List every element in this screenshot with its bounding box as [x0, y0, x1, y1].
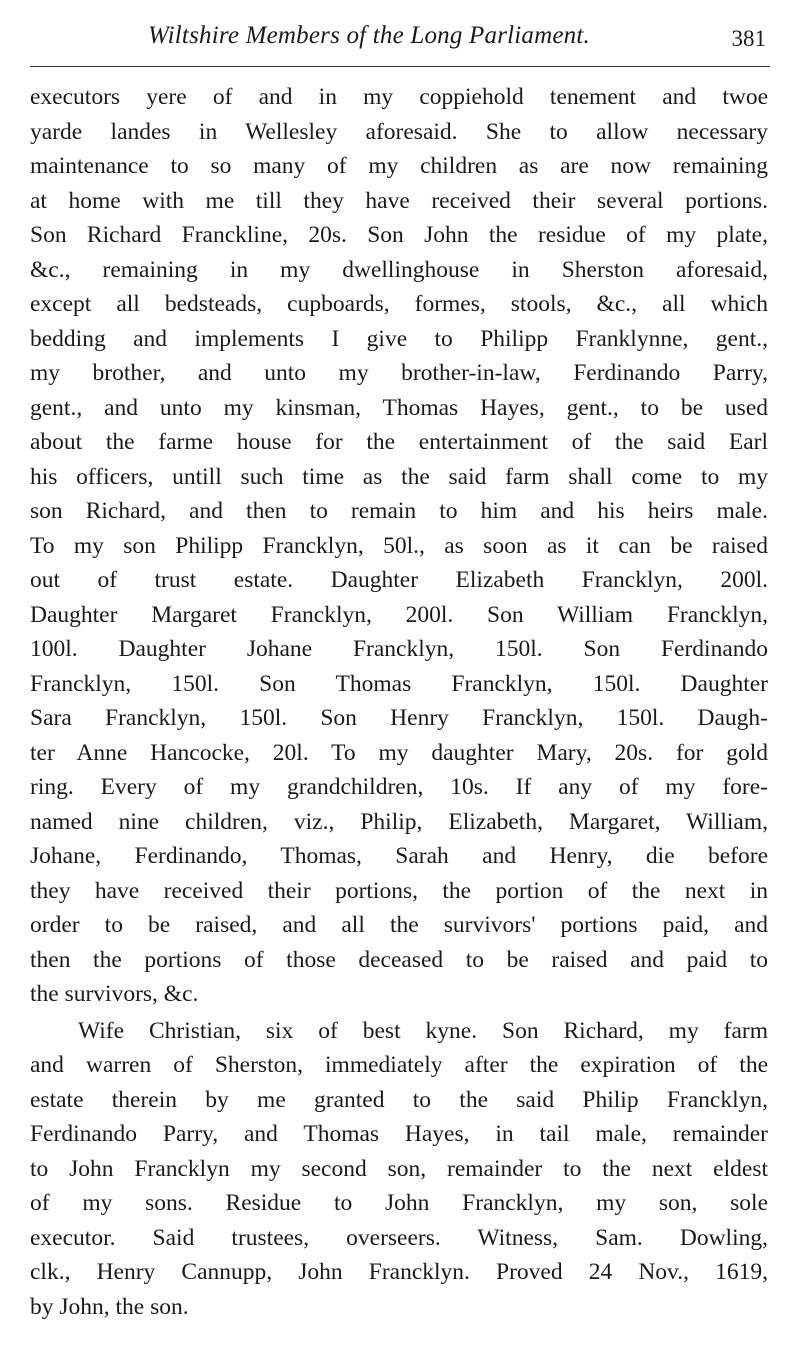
text-line: order to be raised, and all the survivors' portions paid, and: [30, 912, 768, 938]
text-line: except all bedsteads, cupboards, formes, stools, &c., all which: [30, 291, 768, 317]
text-line: at home with me till they have received their several portions.: [30, 187, 768, 214]
text-line: Francklyn, 150l. Son Thomas Francklyn, 150l. Daughter: [30, 670, 768, 697]
text-line: Wife Christian, six of best kyne. Son Richard, my farm: [78, 1017, 768, 1044]
paragraph-will-residue: [30, 1014, 768, 1325]
text-line: Son Richard Franckline, 20s. Son John the residue of my plate,: [30, 222, 768, 248]
text-line: and warren of Sherston, immediately after the expiration of the: [30, 1052, 768, 1078]
text-line: executors yere of and in my coppiehold tenement and twoe: [30, 84, 768, 110]
text-line: &c., remaining in my dwellinghouse in Sherston aforesaid,: [30, 256, 768, 283]
text-line: estate therein by me granted to the said Philip Francklyn,: [30, 1086, 768, 1113]
text-line: executor. Said trustees, overseers. Witness, Sam. Dowling,: [30, 1224, 768, 1251]
text-line: son Richard, and then to remain to him and his heirs male.: [30, 498, 768, 524]
page-body: [30, 80, 768, 1324]
text-line: Ferdinando Parry, and Thomas Hayes, in tail male, remainder: [30, 1121, 768, 1147]
text-line: his officers, untill such time as the said farm shall come to my: [30, 463, 768, 490]
text-line: to John Francklyn my second son, remainder to the next eldest: [30, 1155, 768, 1182]
text-line: about the farme house for the entertainment of the said Earl: [30, 429, 768, 455]
text-line: 100l. Daughter Johane Francklyn, 150l. Son Ferdinando: [30, 636, 768, 662]
text-line: of my sons. Residue to John Francklyn, my son, sole: [30, 1190, 768, 1216]
text-line: To my son Philipp Francklyn, 50l., as soon as it can be raised: [30, 532, 768, 559]
text-line: maintenance to so many of my children as are now remaining: [30, 153, 768, 179]
text-line: ring. Every of my grandchildren, 10s. If any of my fore-: [30, 774, 768, 800]
text-line: by John, the son.: [30, 1293, 189, 1320]
text-line: then the portions of those deceased to be raised and paid to: [30, 946, 768, 973]
text-line: bedding and implements I give to Philipp Franklynne, gent.,: [30, 325, 768, 352]
paragraph-will-bequests: [30, 80, 768, 1012]
header-rule: [30, 66, 770, 67]
text-line: Daughter Margaret Francklyn, 200l. Son William Francklyn,: [30, 601, 768, 628]
text-line: my brother, and unto my brother-in-law, Ferdinando Parry,: [30, 360, 768, 386]
text-line: named nine children, viz., Philip, Elizabeth, Margaret, William,: [30, 808, 768, 835]
text-line: out of trust estate. Daughter Elizabeth Francklyn, 200l.: [30, 567, 768, 593]
text-line: clk., Henry Cannupp, John Francklyn. Proved 24 Nov., 1619,: [30, 1259, 768, 1285]
text-line: gent., and unto my kinsman, Thomas Hayes, gent., to be used: [30, 394, 768, 421]
text-line: yarde landes in Wellesley aforesaid. She to allow necessary: [30, 118, 768, 145]
page-header: [30, 18, 770, 68]
text-line: Sara Francklyn, 150l. Son Henry Francklyn, 150l. Daugh-: [30, 705, 768, 731]
text-line: they have received their portions, the portion of the next in: [30, 877, 768, 904]
running-title: Wiltshire Members of the Long Parliament.: [148, 22, 590, 49]
text-line: the survivors, &c.: [30, 981, 199, 1007]
text-line: ter Anne Hancocke, 20l. To my daughter Mary, 20s. for gold: [30, 739, 768, 766]
page-number: 381: [731, 26, 766, 51]
text-line: Johane, Ferdinando, Thomas, Sarah and Henry, die before: [30, 843, 768, 869]
